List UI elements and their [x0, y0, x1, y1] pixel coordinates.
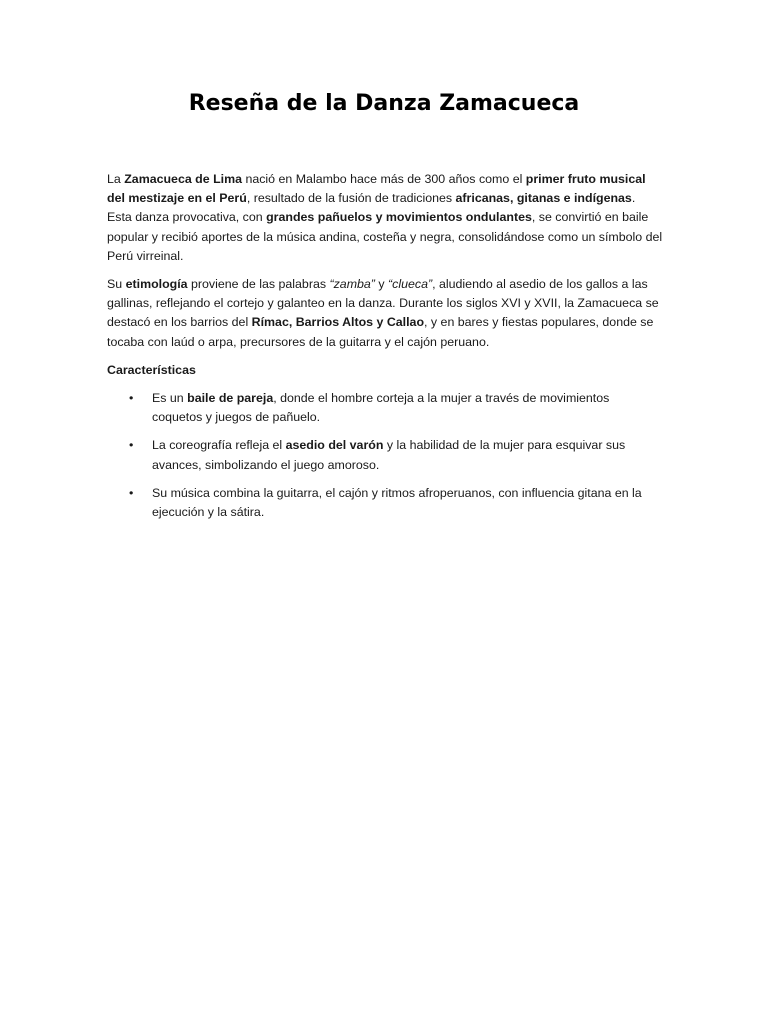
document-title: Reseña de la Danza Zamacueca — [188, 91, 580, 116]
text-run: nació en Malambo hace más de 300 años como el — [242, 172, 526, 186]
text-run: La coreografía refleja el — [152, 438, 286, 453]
features-list — [107, 389, 663, 522]
text-run: La — [107, 172, 125, 186]
document-body — [107, 170, 663, 531]
bold-run: grandes pañuelos y movimientos ondulantes — [266, 210, 532, 225]
features-heading: Características — [107, 362, 196, 377]
bold-run: africanas, gitanas e indígenas — [455, 191, 632, 206]
text-run: y — [374, 277, 389, 292]
text-run: . Esta danza provocativa, con — [107, 191, 636, 225]
bold-run: baile de pareja — [187, 391, 274, 406]
text-run: , resultado de la fusión de tradiciones — [246, 191, 456, 206]
list-item — [107, 436, 663, 474]
text-run: Es un — [152, 391, 188, 406]
etymology-paragraph — [107, 275, 663, 352]
bullet-icon: • — [129, 485, 134, 500]
text-run: , se convirtió en baile popular y recibió aportes de la música andina, costeña y negra, consolidándose como un símbolo del Perú virreinal. — [107, 210, 663, 263]
bold-run: etimología — [125, 277, 188, 292]
bullet-icon: • — [129, 438, 134, 453]
intro-paragraph — [107, 170, 663, 266]
bold-run: primer fruto musical del mestizaje en el Perú — [107, 172, 646, 206]
text-run: , aludiendo al asedio de los gallos a las gallinas, reflejando el cortejo y galanteo en la danza. Durante los siglos XVI y XVII, la Zamacueca se destacó en los barrios del — [107, 277, 659, 330]
text-run: , donde el hombre corteja a la mujer a través de movimientos coquetos y juegos de pañuelo. — [152, 391, 610, 425]
italic-run: “clueca” — [388, 277, 433, 292]
text-run: proviene de las palabras — [187, 277, 330, 292]
text-run: Su — [107, 277, 126, 292]
italic-run: “zamba” — [329, 277, 375, 292]
bullet-icon: • — [129, 391, 134, 406]
text-run: , y en bares y fiestas populares, donde se tocaba con laúd o arpa, precursores de la guitarra y el cajón peruano. — [107, 315, 654, 349]
list-item — [107, 389, 663, 427]
list-item — [107, 484, 663, 522]
text-run: Su música combina la guitarra, el cajón y ritmos afroperuanos, con influencia gitana en la ejecución y la sátira. — [152, 485, 642, 520]
text-run: y la habilidad de la mujer para esquivar sus avances, simbolizando el juego amoroso. — [152, 438, 626, 472]
bold-run: Zamacueca de Lima — [124, 172, 242, 186]
bold-run: asedio del varón — [285, 438, 384, 453]
bold-run: Rímac, Barrios Altos y Callao — [251, 315, 425, 330]
